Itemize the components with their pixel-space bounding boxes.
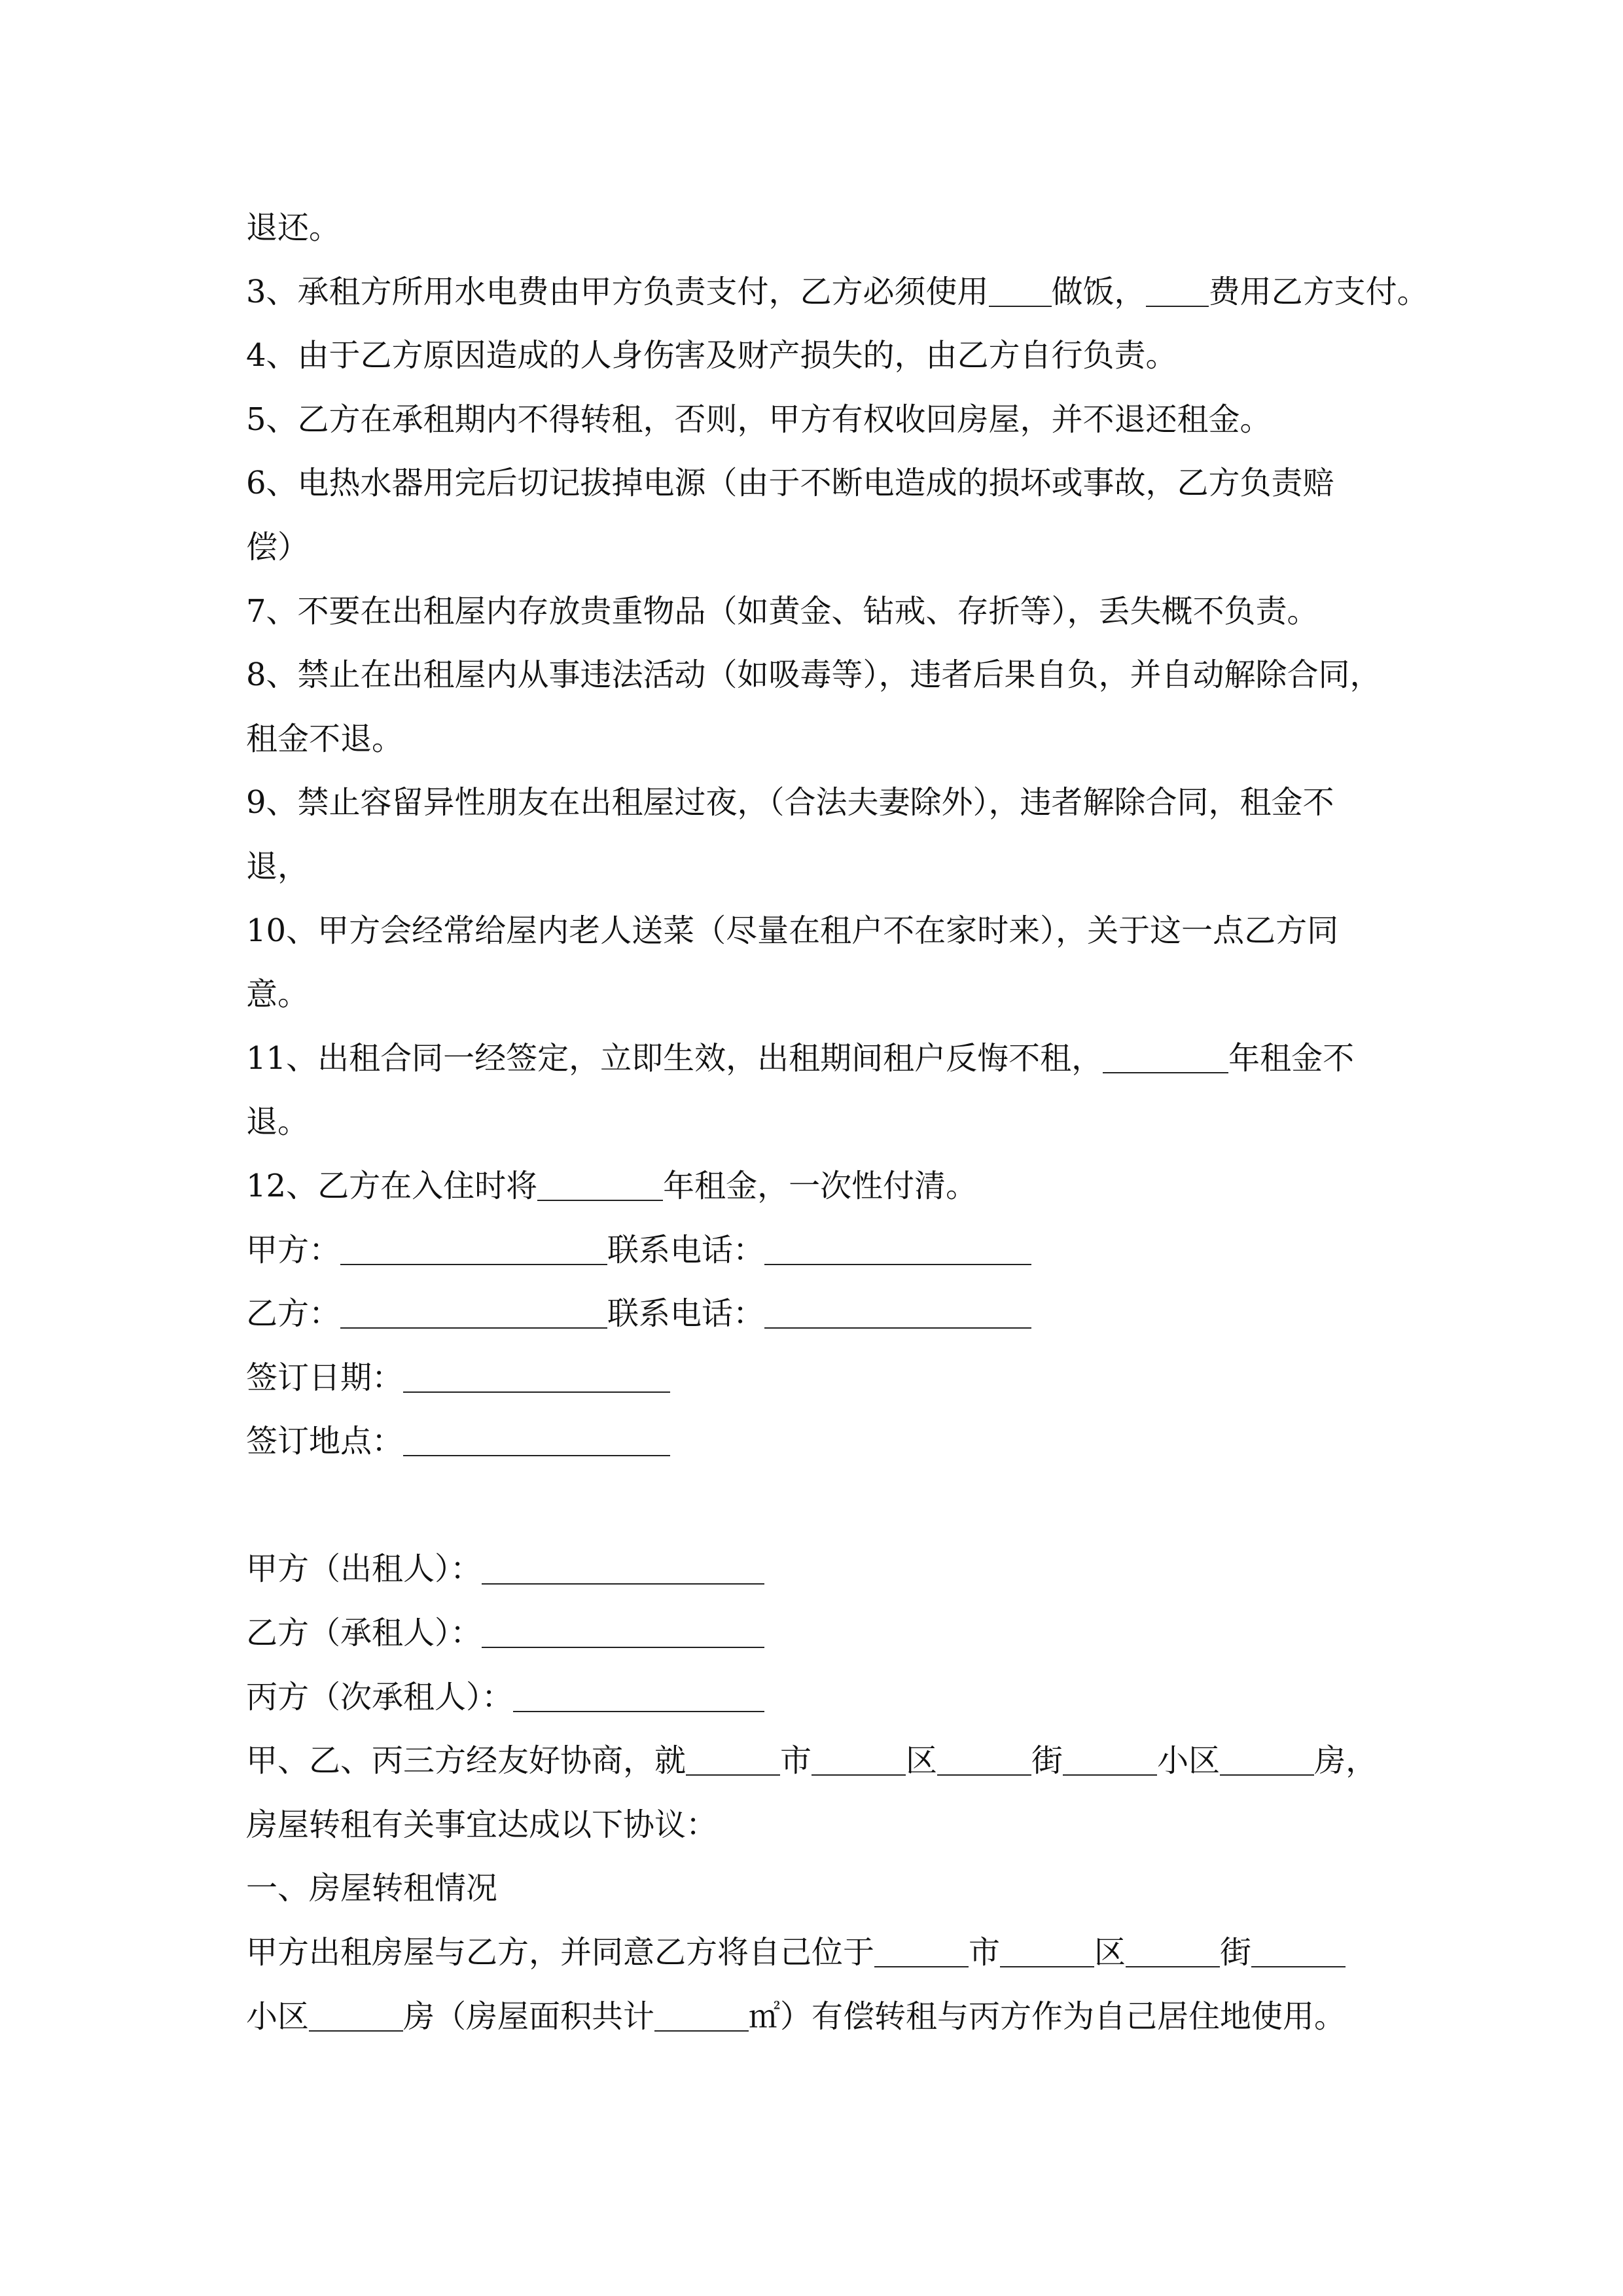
fill-in-blank: [513, 1677, 764, 1712]
text-segment: 市: [780, 1742, 812, 1780]
text-segment: 街: [1031, 1742, 1063, 1780]
fill-in-blank: [764, 1295, 1031, 1329]
text-segment: 退，: [246, 848, 310, 885]
fill-in-blank: [482, 1614, 764, 1648]
text-line: [246, 1921, 1398, 1985]
text-segment: 甲方（出租人）：: [246, 1551, 482, 1588]
text-segment: 退还。: [246, 209, 341, 246]
text-segment: 4、由于乙方原因造成的人身伤害及财产损失的，由乙方自行负责。: [246, 337, 1177, 374]
text-line: [246, 963, 1398, 1027]
text-line: [246, 899, 1398, 963]
text-segment: 房（房屋面积共计: [403, 1998, 655, 2035]
fill-in-blank: [1126, 1933, 1220, 1967]
fill-in-blank: [1063, 1742, 1157, 1776]
text-segment: 签订地点：: [246, 1423, 404, 1460]
text-segment: 7、不要在出租屋内存放贵重物品（如黄金、钻戒、存折等），丢失概不负责。: [246, 592, 1319, 630]
fill-in-blank: [403, 1422, 670, 1456]
text-line: [246, 1666, 1398, 1730]
text-segment: ㎡）有偿转租与丙方作为自己居住地使用。: [749, 1998, 1346, 2035]
fill-in-blank: [686, 1742, 780, 1776]
text-line: [246, 1537, 1398, 1602]
text-segment: 10、甲方会经常给屋内老人送菜（尽量在租户不在家时来），关于这一点乙方同: [246, 912, 1339, 949]
fill-in-blank: [340, 1230, 607, 1265]
text-line: [246, 1090, 1398, 1155]
text-segment: 房，: [1314, 1742, 1378, 1780]
text-segment: 甲方出租房屋与乙方，并同意乙方将自己位于: [246, 1934, 875, 1971]
fill-in-blank: [812, 1742, 906, 1776]
text-segment: 乙方：: [246, 1295, 341, 1333]
text-segment: 甲方：: [246, 1231, 341, 1268]
document-page: [246, 196, 1429, 2049]
fill-in-blank: [482, 1550, 764, 1584]
text-segment: 偿）: [246, 528, 310, 565]
text-line: [246, 771, 1398, 835]
text-line: [246, 1985, 1398, 2049]
fill-in-blank: [1220, 1742, 1314, 1776]
text-line: [246, 1282, 1398, 1346]
text-line: [246, 1857, 1398, 1921]
text-line: [246, 1602, 1398, 1666]
text-segment: 乙方（承租人）：: [246, 1615, 482, 1652]
text-line: [246, 708, 1398, 772]
text-segment: 5、乙方在承租期内不得转租，否则，甲方有权收回房屋，并不退还租金。: [246, 401, 1272, 438]
blank-spacer: [246, 1474, 1398, 1538]
text-segment: 做饭，: [1051, 273, 1146, 310]
fill-in-blank: [764, 1230, 1031, 1265]
text-segment: 小区: [1157, 1742, 1221, 1780]
text-segment: 退。: [246, 1103, 310, 1141]
text-segment: 3、承租方所用水电费由甲方负责支付，乙方必须使用: [246, 273, 989, 310]
text-segment: 一、房屋转租情况: [246, 1870, 498, 1907]
text-segment: 8、禁止在出租屋内从事违法活动（如吸毒等），违者后果自负，并自动解除合同，: [246, 656, 1382, 694]
text-line: [246, 1219, 1398, 1283]
text-line: [246, 1346, 1398, 1410]
fill-in-blank: [937, 1742, 1031, 1776]
text-line: [246, 196, 1398, 260]
text-segment: 联系电话：: [607, 1295, 765, 1333]
text-segment: 小区: [246, 1998, 310, 2035]
fill-in-blank: [1000, 1933, 1094, 1967]
text-segment: 意。: [246, 976, 310, 1013]
fill-in-blank: [309, 1997, 403, 2031]
text-line: [246, 580, 1398, 644]
text-line: [246, 643, 1398, 708]
fill-in-blank: [1146, 272, 1209, 306]
text-segment: 甲、乙、丙三方经友好协商，就: [246, 1742, 687, 1780]
fill-in-blank: [1251, 1933, 1346, 1967]
text-segment: 街: [1220, 1934, 1252, 1971]
text-line: [246, 1793, 1398, 1857]
fill-in-blank: [403, 1358, 670, 1392]
text-segment: 房屋转租有关事宜达成以下协议：: [246, 1806, 718, 1843]
text-line: [246, 1729, 1398, 1793]
text-line: [246, 388, 1398, 452]
text-segment: 9、禁止容留异性朋友在出租屋过夜，（合法夫妻除外），违者解除合同，租金不: [246, 784, 1334, 821]
text-segment: 年租金，一次性付清。: [663, 1167, 978, 1204]
text-segment: 租金不退。: [246, 720, 404, 757]
text-line: [246, 516, 1398, 580]
text-line: [246, 452, 1398, 516]
fill-in-blank: [537, 1167, 663, 1201]
text-segment: 区: [906, 1742, 938, 1780]
text-segment: 区: [1094, 1934, 1126, 1971]
text-segment: 11、出租合同一经签定，立即生效，出租期间租户反悔不租，: [246, 1039, 1103, 1077]
text-segment: 年租金不: [1228, 1039, 1355, 1077]
fill-in-blank: [340, 1295, 607, 1329]
text-segment: 6、电热水器用完后切记拔掉电源（由于不断电造成的损坏或事故，乙方负责赔: [246, 465, 1334, 502]
text-segment: 费用乙方支付。: [1208, 273, 1429, 310]
fill-in-blank: [654, 1997, 749, 2031]
text-segment: 市: [969, 1934, 1001, 1971]
text-line: [246, 1410, 1398, 1474]
text-line: [246, 1027, 1398, 1091]
fill-in-blank: [1103, 1039, 1228, 1073]
fill-in-blank: [989, 272, 1052, 306]
text-line: [246, 260, 1429, 325]
text-line: [246, 324, 1398, 388]
fill-in-blank: [874, 1933, 969, 1967]
text-segment: 丙方（次承租人）：: [246, 1678, 514, 1715]
text-segment: 12、乙方在入住时将: [246, 1167, 538, 1204]
text-segment: 联系电话：: [607, 1231, 765, 1268]
text-line: [246, 1155, 1398, 1219]
text-segment: 签订日期：: [246, 1359, 404, 1396]
text-line: [246, 835, 1398, 899]
